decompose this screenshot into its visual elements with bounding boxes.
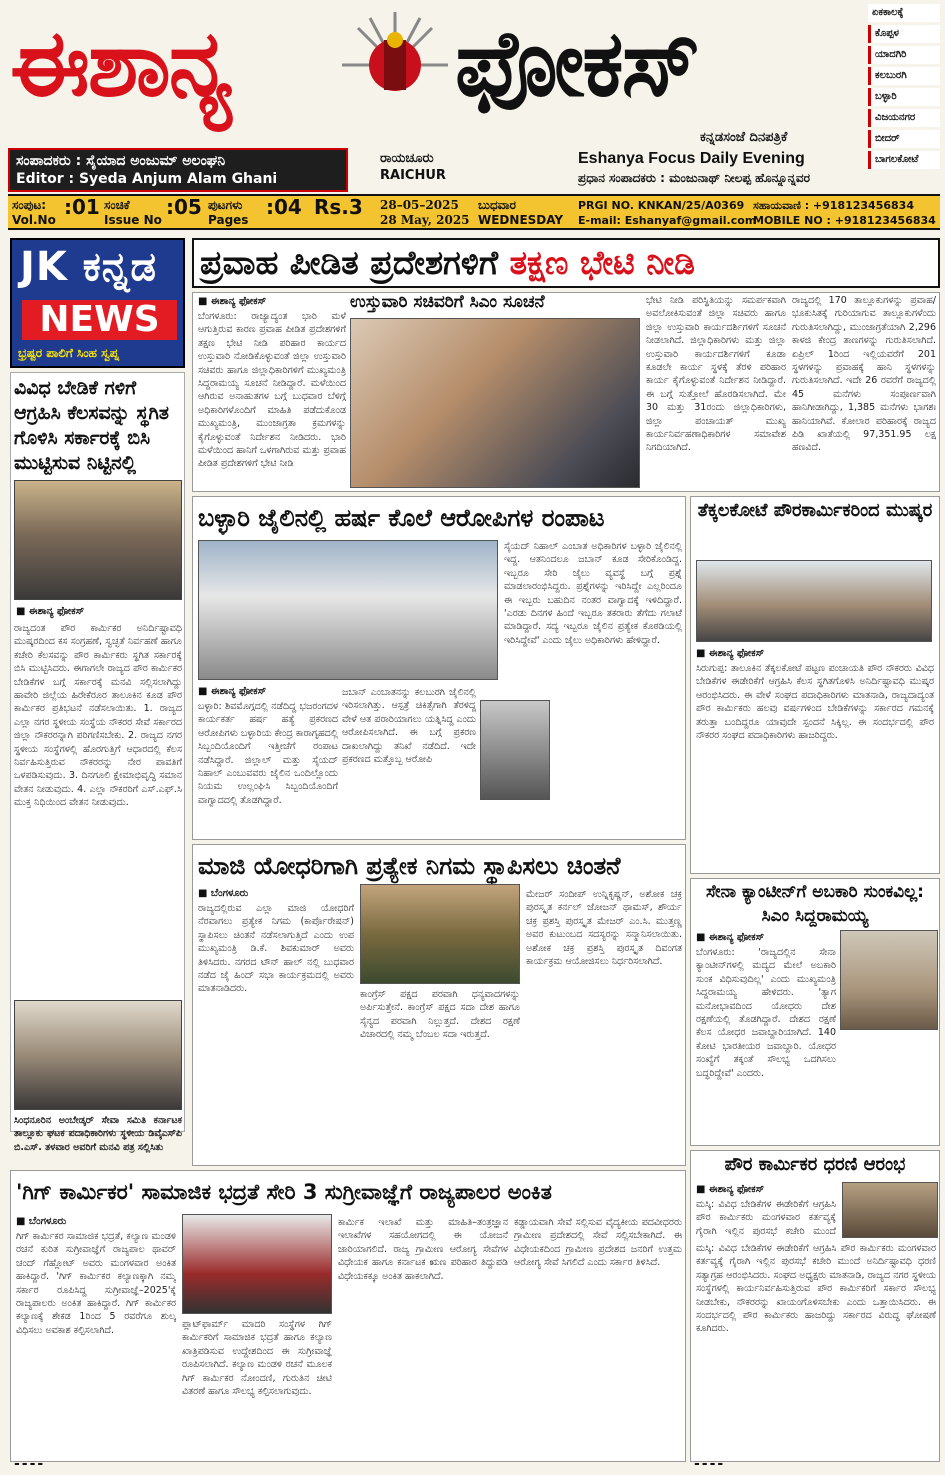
editor-en: Editor : Syeda Anjum Alam Ghani (16, 171, 278, 187)
byline: ■ ಈಶಾನ್ಯ ಫೋಕಸ್ (198, 686, 267, 697)
masthead-subtitle: ಕನ್ನಡಸಂಜೆ ದಿನಪತ್ರಿಕೆ (700, 130, 788, 145)
byline: ■ ಈಶಾನ್ಯ ಫೋಕಸ್ (696, 648, 765, 659)
main-headline[interactable] (192, 238, 940, 288)
jk-news-ad[interactable] (10, 238, 185, 368)
byline: ■ ಈಶಾನ್ಯ ಫೋಕಸ್ (16, 606, 85, 617)
army-col-3: ಮೇಜರ್ ಸಂದೀಪ್ ಉನ್ನಿಕೃಷ್ಣನ್, ಅಶೋಕ ಚಕ್ರ ಪುರಸ್ಕೃತ ಕರ್ನಲ್ ಜೋಜನ್ ಥಾಮಸ್, ಶೌರ್ಯ ಚಕ್ರ ಪ್ರಶಸ್ತಿ ಪುರಸ್ಕೃತ ಮೇಜರ್ ಎಂ.ಸಿ. ಮುತ್ತಣ್ಣ ಅವರ ಕುಟುಂಬದ ಸದಸ್ಯರನ್ನು ಸನ್ಮಾನಿಸಲಾಯಿತು. ಅಶೋಕ ಚಕ್ರ ಪ್ರಶಸ್ತಿ ಪುರಸ್ಕೃತ ದಿವಂಗತ ಕಾರ್ಯಕ್ರಮ ಆಯೋಜಿಸಲು ನಿರ್ಧರಿಸಲಾಗಿದೆ. (526, 889, 682, 968)
canteen-headline[interactable]: ಸೇನಾ ಕ್ಯಾಂಟೀನ್‌ಗೆ ಅಬಕಾರಿ ಸುಂಕವಿಲ್ಲ: ಸಿಎಂ ಸಿದ್ದರಾಮಯ್ಯ (706, 882, 924, 926)
gig-col-3: ಕಾರ್ಮಿಕ ಇಲಾಖೆ ಮತ್ತು ಮಾಹಿತಿ–ತಂತ್ರಜ್ಞಾನ ಇಲಾಖೆಗಳ ಸಹಯೋಗದಲ್ಲಿ ಈ ಯೋಜನೆ ಜಾರಿಯಾಗಲಿದೆ. ರಾಜ್ಯ ಗ್ರಾಮೀಣ ಆರೋಗ್ಯ ಸೇವೆಗಳ ವಿಧೇಯಕ ಹಾಗೂ ಕರ್ನಾಟಕ ಋಣ ಪರಿಹಾರ ತಿದ್ದುಪಡಿ ವಿಧೇಯಕಕ್ಕೂ ಅಂಕಿತ ಹಾಕಲಾಗಿದೆ. (338, 1217, 508, 1282)
place (380, 150, 446, 184)
photo-caption: ಸಿಂಧನೂರಿನ ಅಂಬೇಡ್ಕರ್ ಸೇವಾ ಸಮಿತಿ ಕರ್ನಾಟಕ ತಾಲ್ಲೂಕು ಘಟಕ ಪದಾಧಿಕಾರಿಗಳು ಸ್ಥಳೀಯ ಡಿವೈಎಸ್‌ಪಿ ಬಿ.ಎಸ್. ತಳವಾರ ಅವರಿಗೆ ಮನವಿ ಪತ್ರ ಸಲ್ಲಿಸಿತು (14, 1115, 182, 1153)
date: 28–05–2025 28 May, 2025 (380, 198, 470, 227)
editor-box (8, 148, 348, 192)
jail-col-2: ಜಬಾನ್ ಎಂಬಾತನನ್ನು ಕಲಬುರಗಿ ಜೈಲಿನಲ್ಲಿ ಇರಿಸಲಾಗಿತ್ತು. ಆಸ್ಪತ್ರೆ ಚಿಕಿತ್ಸೆಗಾಗಿ ತೆರಳಿದ್ದ ವೇಳೆ ಆತ ಪರಾರಿಯಾಗಲು ಯತ್ನಿಸಿದ್ದ ಎಂದು ಆರೋಪಿಸಲಾಗಿದೆ. ಈ ಬಗ್ಗೆ ಪ್ರಕರಣ ದಾಖಲಾಗಿದ್ದು ತನಿಖೆ ನಡೆದಿದೆ. ಇದೇ ಪ್ರಕರಣದ ಮತ್ತೊಬ್ಬ ಆರೋಪಿ (342, 687, 476, 766)
dharani-photo (842, 1182, 938, 1238)
dharani-body: ಮಸ್ಕಿ: ವಿವಿಧ ಬೇಡಿಕೆಗಳ ಈಡೇರಿಕೆಗೆ ಆಗ್ರಹಿಸಿ ಪೌರ ಕಾರ್ಮಿಕರು ಮಂಗಳವಾರ ಕರ್ತವ್ಯಕ್ಕೆ ಗೈರಾಗಿ ಇಲ್ಲಿನ ಪುರಸಭೆ ಕಚೇರಿ ಮುಂದೆ ಅನಿರ್ದಿಷ್ಟಾವಧಿ ಧರಣಿ ಸತ್ಯಾಗ್ರಹ ಆರಂಭಿಸಿದರು. ಸಂಘದ ಅಧ್ಯಕ್ಷರು ಮಾತನಾಡಿ, ರಾಜ್ಯದ ನಗರ ಸ್ಥಳೀಯ ಸಂಸ್ಥೆಗಳಲ್ಲಿ ಕಾರ್ಯನಿರ್ವಹಿಸುತ್ತಿರುವ ಪೌರ ಕಾರ್ಮಿಕರಿಗೆ ಸರ್ಕಾರ ಸೌಲಭ್ಯ ನೀಡಬೇಕು, ನೌಕರರನ್ನು ಖಾಯಂಗೊಳಿಸಬೇಕು ಎಂದು ಒತ್ತಾಯಿಸಿದರು. ಈ ಸಂದರ್ಭದಲ್ಲಿ ಪೌರ ಕಾರ್ಮಿಕರು ಹಾಜರಿದ್ದು ಸರ್ಕಾರದ ವಿರುದ್ಧ ಘೋಷಣೆ ಕೂಗಿದರು. (696, 1243, 936, 1335)
news-label: NEWS (22, 300, 177, 340)
english-title: Eshanya Focus Daily Evening (578, 150, 805, 167)
place-en: RAICHUR (380, 168, 446, 183)
phone: ಸಹಾಯವಾಣಿ : +918123456834 MOBILE NO : +918123456834 (753, 199, 936, 227)
edition-item[interactable]: ಕೊಪ್ಪಳ (868, 25, 940, 43)
end-dash: ---- (14, 1456, 46, 1472)
army-headline[interactable]: ಮಾಜಿ ಯೋಧರಿಗಾಗಿ ಪ್ರತ್ಯೇಕ ನಿಗಮ ಸ್ಥಾಪಿಸಲು ಚಿಂತನೆ (198, 852, 621, 880)
pages-label: ಪುಟಗಳು Pages (208, 198, 249, 227)
jail-col-3: ಸೈಯದ್ ನಿಹಾಲ್ ಎಂಬಾತ ಅಧಿಕಾರಿಗಳ ಬಳ್ಳಾರಿ ಜೈಲಿನಲ್ಲಿ ಇದ್ದ. ಆತನಿಂದಲೂ ಜಬಾನ್ ಕೂಡ ಸೇರಿಕೊಂಡಿದ್ದ. ಇಬ್ಬರೂ ಸೇರಿ ಜೈಲು ವ್ಯವಸ್ಥೆ ಬಗ್ಗೆ ಪ್ರಶ್ನೆ ಮಾಡಲಾರಂಭಿಸಿದ್ದರು. ಪ್ರಶ್ನೆಗಳನ್ನು ಇರಿಸಿದ್ದೇ ಎಲ್ಲರಿಂದೂ ಈ ಇಬ್ಬರು ಬಹುದಿನ ನಂತರ ವಾಗ್ವಾದಕ್ಕೆ ಇಳಿದಿದ್ದಾರೆ. 'ಎರಡು ದಿನಗಳ ಹಿಂದೆ ಇಬ್ಬರೂ ತಕರಾರು ತೆಗೆದು ಗಲಾಟೆ ಮಾಡಿದ್ದಾರೆ. ಸದ್ಯ ಇಬ್ಬರೂ ಜೈಲಿನ ಪ್ರತ್ಯೇಕ ಕೊಠಡಿಯಲ್ಲಿ ಇರಿಸಿದ್ದೇವೆ' ಎಂದು ಜೈಲು ಅಧಿಕಾರಿಗಳು ಹೇಳಿದ್ದಾರೆ. (504, 541, 682, 646)
strike-photo (14, 480, 182, 600)
strike-photo (696, 560, 932, 642)
edition-item[interactable]: ಕಲಬುರಗಿ (868, 67, 940, 85)
gig-headline[interactable]: 'ಗಿಗ್ ಕಾರ್ಮಿಕರ' ಸಾಮಾಜಿಕ ಭದ್ರತೆ ಸೇರಿ 3 ಸುಗ್ರೀವಾಜ್ಞೆಗೆ ರಾಜ್ಯಪಾಲರ ಅಂಕಿತ (16, 1180, 552, 1204)
strike-headline[interactable]: ತೆಕ್ಕಲಕೋಟೆ ಪೌರಕಾರ್ಮಿಕರಿಂದ ಮುಷ್ಕರ (697, 500, 933, 521)
byline: ■ ಈಶಾನ್ಯ ಫೋಕಸ್ (198, 296, 267, 307)
main-col-2: ಭೇಟಿ ನೀಡಿ ಪರಿಸ್ಥಿತಿಯನ್ನು ಸಮರ್ಪಕವಾಗಿ ಅವಲೋಕಿಸುವಂತೆ ಜಿಲ್ಲಾ ಸಚಿವರು ಹಾಗೂ ಜಿಲ್ಲಾ ಉಸ್ತುವಾರಿ ಕಾರ್ಯದರ್ಶಿಗಳಿಗೆ ಸೂಚನೆ ನೀಡಲಾಗಿದೆ. ಜಿಲ್ಲಾಧಿಕಾರಿಗಳು ಮತ್ತು ಜಿಲ್ಲಾ ಉಸ್ತುವಾರಿ ಕಾರ್ಯದರ್ಶಿಗಳಿಗೆ ಕೂಡಾ ಕೂಡಲೇ ಕಾರ್ಯ ಸ್ಥಳಕ್ಕೆ ತೆರಳಿ ಪರಿಹಾರ ಕಾರ್ಯ ಕೈಗೊಳ್ಳುವಂತೆ ನಿರ್ದೇಶನ ನೀಡಿದ್ದಾರೆ. ಈ ಬಗ್ಗೆ ಸುತ್ತೋಲೆ ಹೊರಡಿಸಲಾಗಿದೆ. ಮೇ 30 ಮತ್ತು 31ರಂದು ಜಿಲ್ಲಾಧಿಕಾರಿಗಳು, ಜಿಲ್ಲಾ ಪಂಚಾಯತ್ ಮುಖ್ಯ ಕಾರ್ಯನಿರ್ವಹಣಾಧಿಕಾರಿಗಳ ಸಮಾವೇಶ ನಿಗದಿಯಾಗಿದೆ. (646, 295, 786, 454)
vol-value: :01 (64, 195, 100, 219)
main-headline-black: ಪ್ರವಾಹ ಪೀಡಿತ ಪ್ರದೇಶಗಳಿಗೆ (200, 243, 510, 282)
canteen-body: ಬೆಂಗಳೂರು: 'ರಾಜ್ಯದಲ್ಲಿನ ಸೇನಾ ಕ್ಯಾಂಟೀನ್‌ಗಳಲ್ಲಿ ಮದ್ಯದ ಮೇಲೆ ಅಬಕಾರಿ ಸುಂಕ ವಿಧಿಸುವುದಿಲ್ಲ' ಎಂದು ಮುಖ್ಯಮಂತ್ರಿ ಸಿದ್ದರಾಮಯ್ಯ ಹೇಳಿದರು. 'ತ್ಯಾಗ ಮನೋಭಾವದಿಂದ ಯೋಧರು ದೇಶ ರಕ್ಷಣೆಯಲ್ಲಿ ತೊಡಗಿದ್ದಾರೆ. ದೇಶದ ರಕ್ಷಣೆ ಕೆಲಸ ಯೋಧರ ಜವಾಬ್ದಾರಿಯಾಗಿದೆ. 140 ಕೋಟಿ ಭಾರತೀಯರ ಜವಾಬ್ದಾರಿ. ಯೋಧರ ಸಂಖ್ಯೆಗೆ ತಕ್ಕಂತೆ ಸೌಲಭ್ಯ ಒದಗಿಸಲು ಬದ್ಧರಿದ್ದೇವೆ' ಎಂದರು. (696, 947, 836, 1079)
edition-item[interactable]: ವಿಜಯನಗರ (868, 109, 940, 127)
end-dash: ---- (694, 1456, 726, 1472)
masthead-logo-right: ಫೋಕಸ್ (455, 9, 699, 117)
strike-body: ಸಿರುಗುಪ್ಪ: ತಾಲೂಕಿನ ತೆಕ್ಕಲಕೋಟೆ ಪಟ್ಟಣ ಪಂಚಾಯತಿ ಪೌರ ನೌಕರರು ವಿವಿಧ ಬೇಡಿಕೆಗಳ ಈಡೇರಿಕೆಗೆ ಆಗ್ರಹಿಸಿ ಕೆಲಸ ಸ್ಥಗಿತಗೊಳಿಸಿ ಅನಿರ್ದಿಷ್ಟಾವಧಿ ಮುಷ್ಕರ ಆರಂಭಿಸಿದರು. ಈ ವೇಳೆ ಸಂಘದ ಪದಾಧಿಕಾರಿಗಳು ಮಾತನಾಡಿ, ರಾಜ್ಯದಾದ್ಯಂತ ಪೌರ ಕಾರ್ಮಿಕರು ಹಲವು ವರ್ಷಗಳಿಂದ ಬೇಡಿಕೆಗಳನ್ನು ಸರ್ಕಾರದ ಗಮನಕ್ಕೆ ತರುತ್ತಾ ಬಂದಿದ್ದರೂ ಯಾವುದೇ ಸ್ಪಂದನೆ ಸಿಕ್ಕಿಲ್ಲ. ಈ ಸಂದರ್ಭದಲ್ಲಿ ಪೌರ ನೌಕರರ ಸಂಘದ ಪದಾಧಿಕಾರಿಗಳು ಹಾಜರಿದ್ದರು. (696, 663, 934, 742)
masthead-logo-left: ಈಶಾನ್ಯ (10, 9, 231, 117)
byline: ■ ಬೆಂಗಳೂರು (16, 1216, 67, 1227)
prgi-email: PRGI NO. KNKAN/25/A0369 E-mail: Eshanyaf@gmail.com (578, 199, 757, 227)
gig-col-2: ಪ್ಲಾಟ್‌ಫಾರ್ಮ್ ಮಾದರಿ ಸಂಸ್ಥೆಗಳ ಗಿಗ್ ಕಾರ್ಮಿಕರಿಗೆ ಸಾಮಾಜಿಕ ಭದ್ರತೆ ಹಾಗೂ ಕಲ್ಯಾಣ ಖಾತ್ರಿಪಡಿಸುವ ಉದ್ದೇಶದಿಂದ ಈ ಸುಗ್ರೀವಾಜ್ಞೆ ರೂಪಿಸಲಾಗಿದೆ. ಕಲ್ಯಾಣ ಮಂಡಳಿ ರಚನೆ ಮೂಲಕ ಗಿಗ್ ಕಾರ್ಮಿಕರ ನೋಂದಣಿ, ಗುರುತಿನ ಚೀಟಿ ವಿತರಣೆ ಹಾಗೂ ಸೌಲಭ್ಯ ಕಲ್ಪಿಸಲಾಗುವುದು. (182, 1319, 332, 1398)
price: Rs.3 (314, 195, 363, 219)
edition-list (868, 4, 940, 172)
cm-photo-2 (840, 930, 938, 1030)
vol-label: ಸಂಪುಟ: Vol.No (12, 198, 56, 227)
issue-value: :05 (166, 195, 202, 219)
edition-item[interactable]: ಬಾಗಲಕೋಟೆ (868, 151, 940, 169)
main-headline-red: ತಕ್ಷಣ ಭೇಟಿ ನೀಡಿ (509, 243, 695, 282)
jail-headline[interactable]: ಬಳ್ಳಾರಿ ಜೈಲಿನಲ್ಲಿ ಹರ್ಷ ಕೊಲೆ ಆರೋಪಿಗಳ ರಂಪಾಟ (198, 504, 605, 532)
info-bar (8, 194, 940, 230)
memo-photo (14, 1000, 182, 1110)
edition-item: ಏಕಕಾಲಕ್ಕೆ (868, 4, 940, 22)
byline: ■ ಈಶಾನ್ಯ ಫೋಕಸ್ (696, 1184, 765, 1195)
army-col-2: ಕಾಂಗ್ರೆಸ್ ಪಕ್ಷದ ಪರವಾಗಿ ಧನ್ಯವಾದಗಳನ್ನು ಅರ್ಪಿಸುತ್ತೇನೆ. ಕಾಂಗ್ರೆಸ್ ಪಕ್ಷದ ಸದಾ ದೇಶ ಹಾಗೂ ಸೈನ್ಯದ ಪರವಾಗಿ ನಿಲ್ಲುತ್ತದೆ. ದೇಶದ ರಕ್ಷಣೆ ವಿಚಾರದಲ್ಲಿ ನಮ್ಮ ಬೆಂಬಲ ಸದಾ ಇರುತ್ತದೆ. (360, 989, 520, 1041)
jail-col-1: ಬಳ್ಳಾರಿ: ಶಿವಮೊಗ್ಗದಲ್ಲಿ ನಡೆದಿದ್ದ ಭಜರಂಗದಳ ಕಾರ್ಯಕರ್ತ ಹರ್ಷ ಹತ್ಯೆ ಪ್ರಕರಣದ ಆರೋಪಿಗಳು ಬಳ್ಳಾರಿಯ ಕೇಂದ್ರ ಕಾರಾಗೃಹದಲ್ಲಿ ಸಿಬ್ಬಂದಿಯೊಂದಿಗೆ ಇತ್ತೀಚೆಗೆ ರಂಪಾಟ ನಡೆಸಿದ್ದಾರೆ. ಜಿಲ್ಲಾಲ್ ಮತ್ತು ಸೈಯದ್ ನಿಹಾಲ್ ಎಂಬುವವರು ಜೈಲಿನ ಒಂದಿಲ್ಲೊಂದು ನಿಯಮ ಉಲ್ಲಂಘಿಸಿ ಸಿಬ್ಬಂದಿಯೊಂದಿಗೆ ವಾಗ್ವಾದದಲ್ಲಿ ತೊಡಗಿದ್ದಾರೆ. (198, 701, 338, 806)
chief-editor: ಪ್ರಧಾನ ಸಂಪಾದಕರು : ಮಂಜುನಾಥ್ ನೀಲಪ್ಪ ಹೊನ್ನೂನ್ನವರ (578, 171, 810, 185)
army-col-1: ರಾಜ್ಯದಲ್ಲಿರುವ ಎಲ್ಲಾ ಮಾಜಿ ಯೋಧರಿಗೆ ನೆರವಾಗಲು ಪ್ರತ್ಯೇಕ ನಿಗಮ (ಕಾರ್ಪೊರೇಷನ್) ಸ್ಥಾಪಿಸಲು ಚಿಂತನೆ ನಡೆಸಲಾಗುತ್ತಿದೆ ಎಂದು ಉಪ ಮುಖ್ಯಮಂತ್ರಿ ಡಿ.ಕೆ. ಶಿವಕುಮಾರ್ ಅವರು ತಿಳಿಸಿದರು. ನಗರದ ಟೌನ್ ಹಾಲ್ ನಲ್ಲಿ ಬುಧವಾರ ನಡೆದ ಜೈ ಹಿಂದ್ ಸಭಾ ಕಾರ್ಯಕ್ರಮದಲ್ಲಿ ಅವರು ಮಾತನಾಡಿದರು. (198, 903, 354, 995)
left-article-body: ರಾಜ್ಯದಂತ ಪೌರ ಕಾರ್ಮಿಕರ ಅನಿರ್ದಿಷ್ಟಾವಧಿ ಮುಷ್ಕರದಿಂದ ಕಸ ಸಂಗ್ರಹಣೆ, ಸ್ವಚ್ಛತೆ ನಿರ್ವಹಣೆ ಹಾಗೂ ಕಚೇರಿ ಕೆಲಸವನ್ನು ಪೌರ ಕಾರ್ಮಿಕರು ಸ್ಥಗಿತ ಸರ್ಕಾರಕ್ಕೆ ಬಿಸಿ ಮುಟ್ಟಿಸಿದರು. ಈಗಾಗಲೇ ರಾಜ್ಯದ ಪೌರ ಕಾರ್ಮಿಕರ ಬೇಡಿಕೆಗಳ ಬಗ್ಗೆ ಸರ್ಕಾರಕ್ಕೆ ಮನವಿ ಸಲ್ಲಿಸಲಾಗಿದ್ದು ಹಾವೇರಿ ಜಿಲ್ಲೆಯ ಹಿರೇಕೆರೂರ ತಾಲೂಕಿನ ಕೂಡ ಪೌರ ಕಾರ್ಮಿಕರ ಪ್ರತಿಭಟನೆ ನಡೆಸಲಾಯಿತು. 1. ರಾಜ್ಯದ ಎಲ್ಲಾ ನಗರ ಸ್ಥಳೀಯ ಸಂಸ್ಥೆಯ ನೌಕರರ ಸೇವೆ ಸರ್ಕಾರದ ಜಿಲ್ಲಾ ನೌಕರರನ್ನಾಗಿ ಪರಿಗಣಿಸಬೇಕು. 2. ರಾಜ್ಯದ ನಗರ ಸ್ಥಳೀಯ ಸಂಸ್ಥೆಗಳಲ್ಲಿ ಹೊರಗುತ್ತಿಗೆ ಆಧಾರದಲ್ಲಿ ಕೆಲಸ ನಿರ್ವಹಿಸುತ್ತಿರುವ ನೌಕರರನ್ನು ನೇರ ಪಾವತಿಗೆ ಒಳಪಡಿಸುವುದು. 3. ದಿನಗೂಲಿ ಕ್ಷೇಮಾಭಿವೃದ್ಧಿ ಸಮಾನ ವೇತನ ನೀಡುವುದು. 4. ಎಲ್ಲಾ ನೌಕರರಿಗೆ ಎಸ್.ಎಫ್.ಸಿ ಮುಕ್ತ ನಿಧಿಯಿಂದ ವೇತನ ನೀಡುವುದು. (14, 623, 182, 809)
dharani-headline[interactable]: ಪೌರ ಕಾರ್ಮಿಕರ ಧರಣಿ ಆರಂಭ (724, 1154, 906, 1175)
gig-col-1: ಗಿಗ್ ಕಾರ್ಮಿಕರ ಸಾಮಾಜಿಕ ಭದ್ರತೆ, ಕಲ್ಯಾಣ ಮಂಡಳಿ ರಚನೆ ಕುರಿತ ಸುಗ್ರೀವಾಜ್ಞೆಗೆ ರಾಜ್ಯಪಾಲ ಥಾವರ್ ಚಂದ್ ಗೆಹ್ಲೋಟ್ ಅವರು ಮಂಗಳವಾರ ಅಂಕಿತ ಹಾಕಿದ್ದಾರೆ. 'ಗಿಗ್ ಕಾರ್ಮಿಕರ ಕಲ್ಯಾಣಕ್ಕಾಗಿ ನಮ್ಮ ಸರ್ಕಾರ ರೂಪಿಸಿದ್ದ ಸುಗ್ರೀವಾಜ್ಞೆ–2025'ಕ್ಕೆ ರಾಜ್ಯಪಾಲರು ಅಂಕಿತ ಹಾಕಿದ್ದಾರೆ. ಗಿಗ್ ಕಾರ್ಮಿಕರ ಕಲ್ಯಾಣಕ್ಕೆ ಶೇಕಡ 1ರಿಂದ 5 ರವರೆಗೂ ಶುಲ್ಕ ವಿಧಿಸಲು ಅವಕಾಶ ಕಲ್ಪಿಸಲಾಗಿದೆ. (16, 1231, 176, 1336)
edition-item[interactable]: ಬಳ್ಳಾರಿ (868, 88, 940, 106)
jk-title: JK ಕನ್ನಡ (20, 244, 157, 290)
edition-item[interactable]: ಬೀದರ್ (868, 130, 940, 148)
pages-value: :04 (266, 195, 302, 219)
emblem-logo (340, 10, 450, 120)
byline: ■ ಈಶಾನ್ಯ ಫೋಕಸ್ (696, 932, 765, 943)
jail-photo (198, 540, 498, 680)
dk-photo (360, 884, 520, 984)
place-kn: ರಾಯಚೂರು (380, 151, 434, 166)
dharani-body-top: ಮಸ್ಕಿ: ವಿವಿಧ ಬೇಡಿಕೆಗಳ ಈಡೇರಿಕೆಗೆ ಆಗ್ರಹಿಸಿ ಪೌರ ಕಾರ್ಮಿಕರು ಮಂಗಳವಾರ ಕರ್ತವ್ಯಕ್ಕೆ ಗೈರಾಗಿ ಇಲ್ಲಿನ ಪುರಸಭೆ ಕಚೇರಿ ಮುಂದೆ (696, 1199, 836, 1237)
gig-col-4: ಕಡ್ಡಾಯವಾಗಿ ಸೇವೆ ಸಲ್ಲಿಸುವ ವೈದ್ಯಕೀಯ ಪದವೀಧರರು ಗ್ರಾಮೀಣ ಪ್ರದೇಶದಲ್ಲಿ ಸೇವೆ ಸಲ್ಲಿಸಬೇಕಾಗಿದೆ. ಈ ವಿಧೇಯಕದಿಂದ ಗ್ರಾಮೀಣ ಪ್ರದೇಶದ ಜನರಿಗೆ ಉತ್ತಮ ಆರೋಗ್ಯ ಸೇವೆ ಸಿಗಲಿದೆ ಎಂದು ಸರ್ಕಾರ ತಿಳಿಸಿದೆ. (514, 1217, 682, 1269)
edition-item[interactable]: ಯಾದಗಿರಿ (868, 46, 940, 64)
jk-tagline: ಭ್ರಷ್ಟರ ಪಾಲಿಗೆ ಸಿಂಹ ಸ್ವಪ್ನ (18, 346, 120, 360)
issue-label: ಸಂಚಿಕೆ Issue No (104, 198, 162, 227)
day: ಬುಧವಾರ WEDNESDAY (478, 198, 564, 227)
scooter-photo (182, 1214, 332, 1314)
byline: ■ ಬೆಂಗಳೂರು (198, 888, 249, 899)
main-col-3: ರಾಜ್ಯದಲ್ಲಿ 170 ತಾಲ್ಲೂಕುಗಳನ್ನು ಪ್ರವಾಹ/ಭೂಕುಸಿತಕ್ಕೆ ಗುರಿಯಾಗುವ ತಾಲ್ಲೂಕುಗಳೆಂದು ಗುರುತಿಸಲಾಗಿದ್ದು, ಮುಂಜಾಗ್ರತೆಯಾಗಿ 2,296 ಕಾಳಜಿ ಕೇಂದ್ರ ತಾಣಗಳನ್ನು ಗುರುತಿಸಲಾಗಿದೆ. ಏಪ್ರಿಲ್ 1ರಿಂದ ಇಲ್ಲಿಯವರೆಗೆ 201 ಸ್ಥಳಗಳನ್ನು ಪ್ರವಾಹಕ್ಕೆ ಹಾನಿ ಸ್ಥಳಗಳನ್ನು ಗುರುತಿಸಲಾಗಿದೆ. ಇದೇ 26 ರವರೆಗೆ ರಾಜ್ಯದಲ್ಲಿ 45 ಮನೆಗಳು ಸಂಪೂರ್ಣವಾಗಿ ಹಾನಿಗೀಡಾಗಿದ್ದು, 1,385 ಮನೆಗಳು ಭಾಗಶಃ ಹಾನಿಯಾಗಿವೆ. ಕೋಲಾರ ಪರಿಹಾರಕ್ಕೆ ರಾಜ್ಯದ ಪಿಡಿ ಖಾತೆಯಲ್ಲಿ 97,351.95 ಲಕ್ಷ ಹಣವಿದೆ. (792, 295, 936, 454)
main-col-1: ಬೆಂಗಳೂರು: ರಾಜ್ಯಾದ್ಯಂತ ಭಾರಿ ಮಳೆ ಆಗುತ್ತಿರುವ ಕಾರಣ ಪ್ರವಾಹ ಪೀಡಿತ ಪ್ರದೇಶಗಳಿಗೆ ತಕ್ಷಣ ಭೇಟಿ ನೀಡಿ ಪರಿಹಾರ ಕಾರ್ಯದ ಉಸ್ತುವಾರಿ ನೋಡಿಕೊಳ್ಳುವಂತೆ ಜಿಲ್ಲಾ ಉಸ್ತುವಾರಿ ಸಚಿವರು ಹಾಗೂ ಜಿಲ್ಲಾಧಿಕಾರಿಗಳಿಗೆ ಮುಖ್ಯಮಂತ್ರಿ ಸಿದ್ದರಾಮಯ್ಯ ಸೂಚನೆ ನೀಡಿದ್ದಾರೆ. ಮಳೆಯಿಂದ ಆಗಿರುವ ಅನಾಹುತಗಳ ಬಗ್ಗೆ ಬುಧವಾರ ಬೆಳಿಗ್ಗೆ ಅಧಿಕಾರಿಗಳೊಂದಿಗೆ ಮಾಹಿತಿ ಪಡೆದುಕೊಂಡ ಮುಖ್ಯಮಂತ್ರಿ, ಮುಂಜಾಗ್ರತಾ ಕ್ರಮಗಳನ್ನು ಕೈಗೊಳ್ಳುವಂತೆ ನಿರ್ದೇಶನ ನೀಡಿದರು. ಭಾರಿ ಮಳೆಯಿಂದ ಹಾನಿಗೆ ಒಳಗಾಗಿರುವ ಮತ್ತು ಪ್ರವಾಹ ಪೀಡಿತ ಪ್ರದೇಶಗಳಿಗೆ ಭೇಟಿ ನೀಡಿ (198, 311, 346, 470)
left-headline[interactable]: ವಿವಿಧ ಬೇಡಿಕೆ ಗಳಿಗೆ ಆಗ್ರಹಿಸಿ ಕೆಲಸವನ್ನು ಸ್ಥಗಿತ ಗೊಳಿಸಿ ಸರ್ಕಾರಕ್ಕೆ ಬಿಸಿ ಮುಟ್ಟಿಸುವ ನಿಟ್ಟಿನಲ್ಲಿ (14, 377, 169, 474)
main-subheadline: ಉಸ್ತುವಾರಿ ಸಚಿವರಿಗೆ ಸಿಎಂ ಸೂಚನೆ (350, 292, 545, 312)
editor-kn: ಸಂಪಾದಕರು : ಸೈಯಾದ ಅಂಜುಮ್ ಅಲಂಘನಿ (16, 153, 226, 169)
cm-photo (350, 318, 640, 488)
